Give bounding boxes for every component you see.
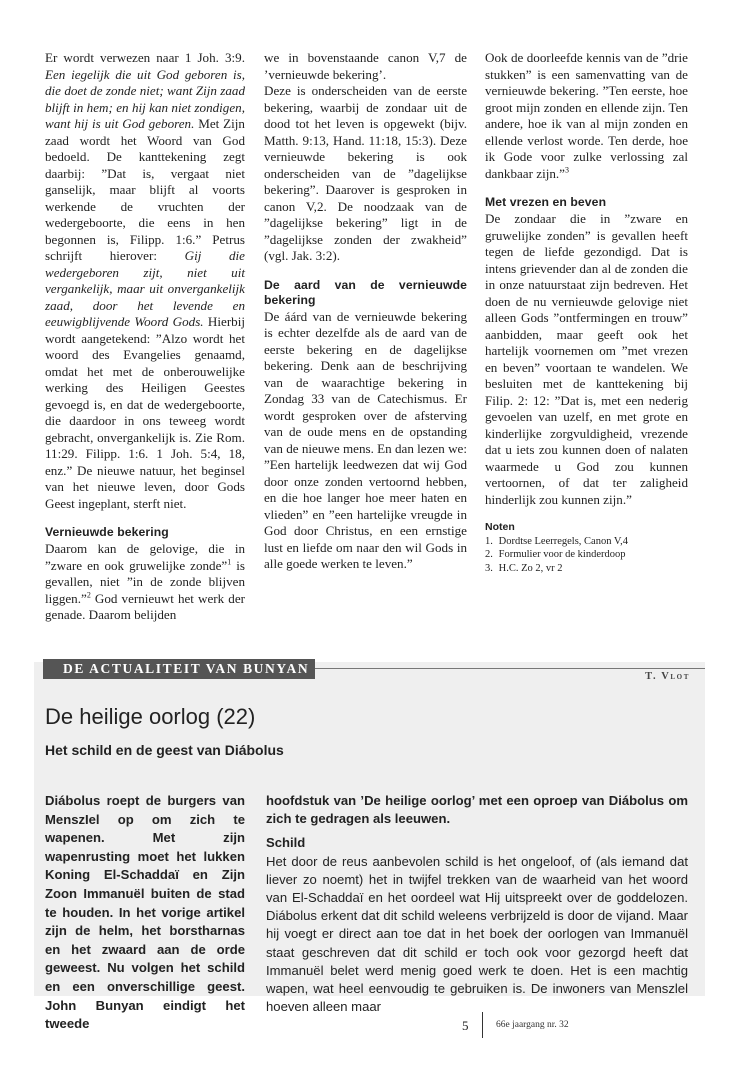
section-banner: DE ACTUALITEIT VAN BUNYAN: [43, 659, 315, 679]
footnote: 1. Dordtse Leerregels, Canon V,4: [485, 535, 628, 547]
issue-info: 66e jaargang nr. 32: [496, 1020, 569, 1030]
article-intro: Diábolus roept de burgers van MenszIel op om zich te wapenen. Met zijn wapenrusting moet het lukken Koning El-Schaddaï en Zijn Zoon Immanuël buiten de stad te houden. In het vorige artikel zijn de helm, het borstharnas en het zwaard aan de orde geweest. Nu volgen het schild en een onverschillige geest. John Bunyan eindigt het tweede: [45, 793, 245, 1032]
article-subtitle: Het schild en de geest van Diábolus: [45, 742, 284, 758]
article-body: [266, 792, 688, 1016]
column-2: [264, 50, 467, 573]
paragraph: Er wordt verwezen naar 1 Joh. 3:9. Een iegelijk die uit God geboren is, die doet de zonde niet; want Zijn zaad blijft in hem; en hij kan niet zondigen, want hij is uit God geboren. Met Zijn zaad wordt het Woord van God bedoeld. De kanttekening zegt daarbij: ”Dat is, vergaat niet ganselijk, maar blijft al voorts werkende de vruchten der wedergeboorte, die eens in hen begonnen is, Filipp. 1:6.” Petrus schrijft hierover: Gij die wedergeboren zijt, niet uit vergankelijk, maar uit onvergankelijk zaad, door het levende en eeuwigblijvende Woord Gods. Hierbij wordt aangetekend: ”Alzo wordt het woord des Evangelies genaamd, omdat het met de onberouwelijke werking des Heiligen Geestes gevoegd is, en dat de wedergeboorte, die daardoor in ons teweeg wordt gebracht, onvergankelijk is. Zie Rom. 11:29. Filipp. 1:6. 1 Joh. 5:4, 18, enz.” De nieuwe natuur, het beginsel van het nieuwe leven, door Gods Geest ingeplant, sterft niet.: [45, 50, 245, 511]
section-heading: Schild: [266, 835, 306, 851]
footnotes: [485, 521, 688, 575]
paragraph: Het door de reus aanbevolen schild is het ongeloof, of (als iemand dat liever zo noemt) het in twijfel trekken van de waarheid van het woord van El-Schaddaï en het oordeel wat Hij uitspreekt over de goddelozen. Diábolus erkent dat dit schild weleens verbrijzeld is door de vijand. Maar hij voegt er direct aan toe dat in het boek der oorlogen van Immanuël staat geschreven dat dit schild er toch ook voor gezorgd heeft dat Immanuël belet werd menig goed werk te doen. Het is een machtig wapen, wat heel eenvoudig te gebruiken is. De inwoners van Menszlel hoeven alleen maar: [266, 853, 688, 1015]
author-name: T. Vlot: [645, 671, 690, 682]
column-1: [45, 50, 245, 624]
footnote: 3. H.C. Zo 2, vr 2: [485, 562, 563, 574]
footnotes-heading: Noten: [485, 521, 515, 533]
section-heading: Met vrezen en beven: [485, 195, 607, 209]
paragraph: De zondaar die in ”zware en gruwelijke zonden” is gevallen heeft tegen de liefde gezondigd. Dat is intens grievender dan al de zonden die in onze natuurstaat zijn bedreven. Het doen de nu vernieuwde gelovige niet alleen Gods ”ontfermingen en trouw” aanbidden, maar geeft ook het hartelijk voornemen om ”met vrezen en beven” voortaan te wandelen. We besluiten met de kanttekening bij Filip. 2: 12: ”Dat is, met een nederig gevoelen van uzelf, en met grote en kinderlijke zorgvuldigheid, vrezende dat u iets zou kunnen doen of nalaten waarmede u God zou kunnen vertoornen, of dat ter zaligheid hinderlijk zou kunnen zijn.”: [485, 211, 688, 507]
paragraph: Deze is onderscheiden van de eerste bekering, waarbij de zondaar uit de dood tot het leven is opgewekt (bijv. Matth. 9:13, Hand. 11:18, 15:3). Deze vernieuwde bekering is ook onderscheiden van de ”dagelijkse bekering”. Daarover is gesproken in canon V,2. De noodzaak van de ”dagelijkse bekering” ligt in de ”dagelijkse zonden der zwakheid” (vgl. Jak. 3:2).: [264, 83, 467, 263]
lead-paragraph: hoofdstuk van ’De heilige oorlog’ met een oproep van Diábolus om zich te gedragen als leeuwen.: [266, 793, 688, 827]
paragraph: Ook de doorleefde kennis van de ”drie stukken” is een samenvatting van de vernieuwde bekering. ”Ten eerste, hoe groot mijn zonden en ellende zijn. Ten andere, hoe ik van al mijn zonden en ellende verlost worde. Ten derde, hoe ik Gode voor zulke verlossing zal dankbaar zijn.”$^3$: [485, 50, 688, 181]
article-title: De heilige oorlog (22): [45, 704, 256, 729]
page-number: 5: [462, 1018, 469, 1033]
paragraph: De áárd van de vernieuwde bekering is echter dezelfde als de aard van de eerste bekering en de dagelijkse bekering. Denk aan de beschrijving van de waarachtige bekering in Zondag 33 van de Catechismus. Er wordt gesproken over de afsterving van de oude mens en de opstanding van de nieuwe mens. En dan lezen we: ”Een hartelijk leedwezen dat wij God door onze zonden vertoornd hebben, en die hoe langer hoe meer haten en vlieden” en ”een hartelijke vreugde in God door Christus, en een ernstige lust en liefde om naar den wil Gods in alle goede werken te leven.”: [264, 308, 467, 571]
column-3: [485, 50, 688, 575]
footer-divider: [482, 1012, 483, 1038]
section-heading: De aard van de vernieuwde bekering: [264, 277, 467, 307]
footnote: 2. Formulier voor de kinderdoop: [485, 549, 626, 560]
paragraph: we in bovenstaande canon V,7 de ’vernieuwde bekering’.: [264, 50, 467, 82]
section-heading: Vernieuwde bekering: [45, 525, 169, 539]
paragraph: Daarom kan de gelovige, die in ”zware en ook gruwelijke zonde”$^1$ is gevallen, niet ”in de zonde blijven liggen.”$^2$ God vernieuwt het werk der genade. Daarom belijden: [45, 541, 245, 622]
